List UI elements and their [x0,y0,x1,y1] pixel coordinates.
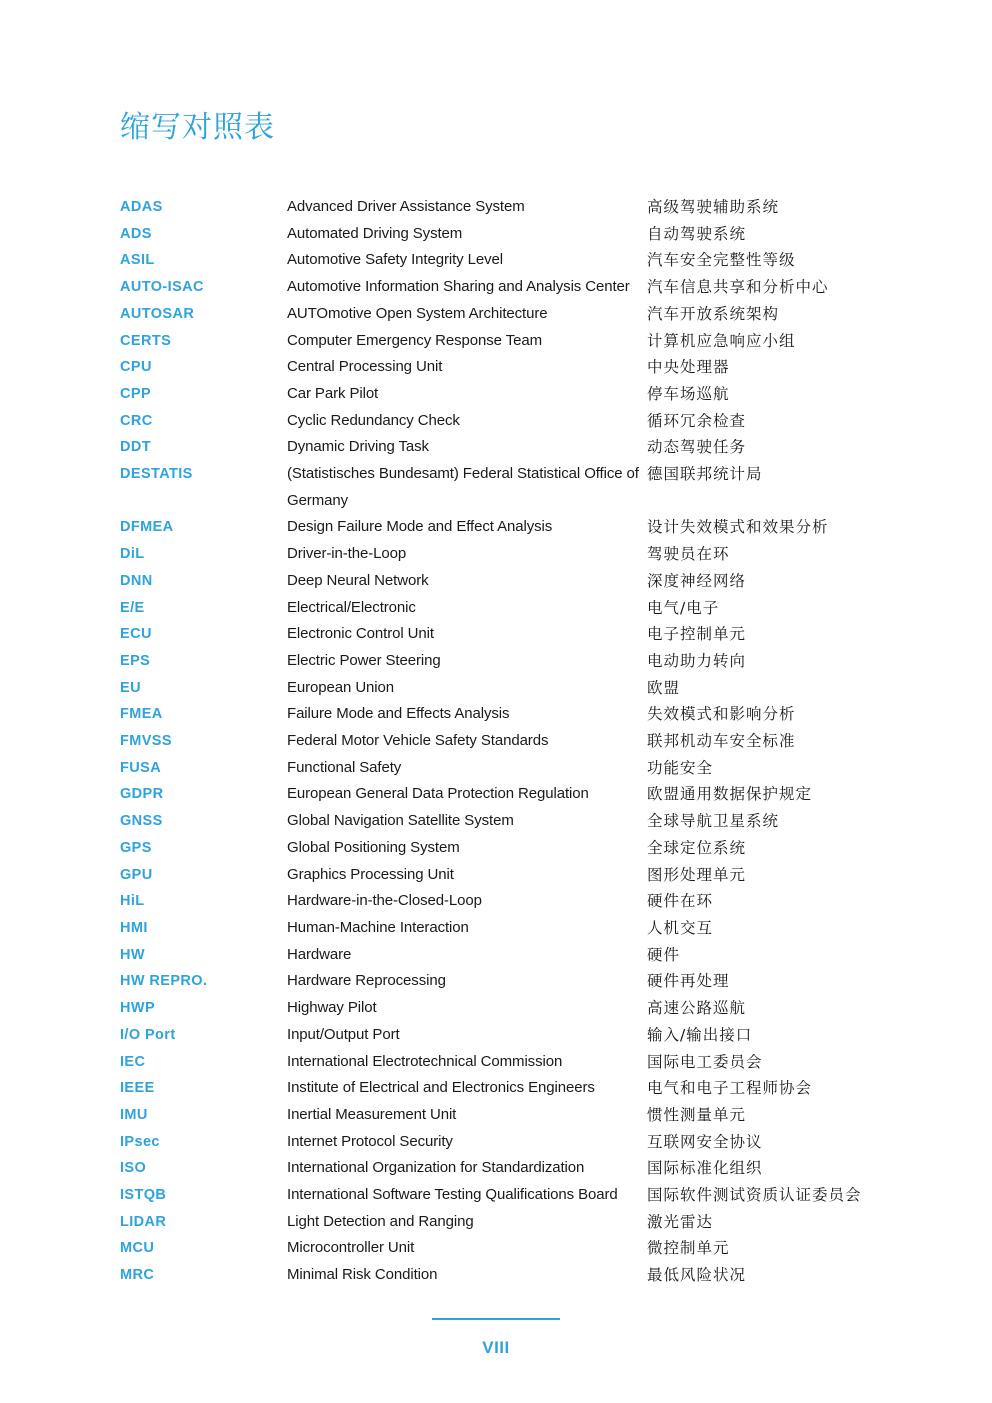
chinese-term: 互联网安全协议 [647,1132,763,1151]
table-row [120,247,880,274]
abbreviation: DNN [120,572,153,589]
english-term: Deep Neural Network [287,571,429,589]
chinese-term: 高速公路巡航 [647,999,747,1018]
table-row [120,1235,880,1262]
abbreviation: ASIL [120,252,155,269]
chinese-term: 微控制单元 [647,1239,730,1258]
english-term: Electrical/Electronic [287,598,416,616]
english-term: Central Processing Unit [287,358,443,376]
english-term: Inertial Measurement Unit [287,1105,457,1123]
table-row [120,995,880,1022]
abbreviation: FUSA [120,759,162,776]
abbreviation: CRC [120,412,153,429]
chinese-term: 人机交互 [647,918,714,937]
table-row [120,862,880,889]
table-row [120,1129,880,1156]
abbreviation: HiL [120,893,145,910]
table-row [120,301,880,328]
chinese-term: 计算机应急响应小组 [647,331,796,350]
chinese-term: 最低风险状况 [647,1266,747,1285]
chinese-term: 动态驾驶任务 [647,438,747,457]
abbreviation: GPU [120,866,153,883]
table-row [120,728,880,755]
chinese-term: 激光雷达 [647,1212,714,1231]
chinese-term: 汽车安全完整性等级 [647,251,796,270]
english-term: Highway Pilot [287,999,377,1017]
english-term: International Organization for Standardization [287,1159,585,1177]
chinese-term: 图形处理单元 [647,865,747,884]
table-row [120,968,880,995]
english-term: Automated Driving System [287,224,463,242]
abbreviation: ISTQB [120,1187,167,1204]
chinese-term: 联邦机动车安全标准 [647,732,796,751]
table-row [120,1075,880,1102]
abbreviation: GNSS [120,813,163,830]
abbreviation: ECU [120,626,152,643]
table-row [120,701,880,728]
table-row [120,835,880,862]
chinese-term: 失效模式和影响分析 [647,705,796,724]
abbreviation: IEEE [120,1080,155,1097]
table-row [120,514,880,541]
english-term: Institute of Electrical and Electronics Engineers [287,1079,595,1097]
chinese-term: 汽车开放系统架构 [647,304,780,323]
abbreviation: HW REPRO. [120,973,208,990]
english-term: Computer Emergency Response Team [287,331,542,349]
english-term: Electric Power Steering [287,651,441,669]
chinese-term: 全球导航卫星系统 [647,812,780,831]
english-term: Driver-in-the-Loop [287,545,407,563]
table-row [120,595,880,622]
chinese-term: 硬件 [647,945,681,964]
abbreviation: DESTATIS [120,466,193,483]
table-row [120,461,880,514]
abbreviation: EU [120,679,141,696]
abbreviation: CERTS [120,332,172,349]
english-term: Internet Protocol Security [287,1132,453,1150]
english-term: Global Positioning System [287,838,460,856]
english-term: Car Park Pilot [287,384,379,402]
english-term: Functional Safety [287,758,402,776]
english-term: AUTOmotive Open System Architecture [287,304,548,322]
chinese-term: 设计失效模式和效果分析 [647,518,829,537]
page-title: 缩写对照表 [120,110,275,145]
english-term: Automotive Safety Integrity Level [287,251,503,269]
english-term: European General Data Protection Regulation [287,785,589,803]
chinese-term: 电气和电子工程师协会 [647,1079,813,1098]
english-term: Electronic Control Unit [287,625,434,643]
abbreviation: FMVSS [120,733,172,750]
english-term: Input/Output Port [287,1025,400,1043]
table-row [120,675,880,702]
table-row [120,274,880,301]
abbreviation: IPsec [120,1133,160,1150]
english-term: Global Navigation Satellite System [287,812,514,830]
abbreviation: DDT [120,439,152,456]
table-row [120,354,880,381]
abbreviation: DFMEA [120,519,174,536]
chinese-term: 硬件在环 [647,892,714,911]
english-term: (Statistisches Bundesamt) Federal Statistical Office of Germany [287,465,639,509]
chinese-term: 功能安全 [647,758,714,777]
abbreviation: CPP [120,385,152,402]
abbreviation: E/E [120,599,145,616]
page-number: VIII [482,1338,510,1357]
table-row [120,621,880,648]
abbreviation: ISO [120,1160,147,1177]
chinese-term: 硬件再处理 [647,972,730,991]
table-row [120,648,880,675]
chinese-term: 国际软件测试资质认证委员会 [647,1186,862,1205]
table-row [120,568,880,595]
abbreviation: GDPR [120,786,164,803]
english-term: Hardware [287,945,352,963]
english-term: International Electrotechnical Commission [287,1052,563,1070]
chinese-term: 高级驾驶辅助系统 [647,198,780,216]
abbreviation: FMEA [120,706,163,723]
chinese-term: 电子控制单元 [647,625,747,644]
abbreviation: IEC [120,1053,146,1070]
english-term: Light Detection and Ranging [287,1212,474,1230]
chinese-term: 中央处理器 [647,358,730,377]
table-row [120,942,880,969]
table-row [120,915,880,942]
abbreviation: HWP [120,1000,156,1017]
chinese-term: 电动助力转向 [647,651,747,670]
chinese-term: 自动驾驶系统 [647,224,747,243]
table-row [120,1049,880,1076]
english-term: Microcontroller Unit [287,1239,415,1257]
abbreviation: GPS [120,839,152,856]
abbreviation: I/O Port [120,1026,176,1043]
english-term: Automotive Information Sharing and Analysis Center [287,278,630,296]
chinese-term: 惯性测量单元 [647,1105,747,1124]
table-row [120,328,880,355]
abbreviation: ADAS [120,199,163,215]
table-row [120,381,880,408]
english-term: Cyclic Redundancy Check [287,411,460,429]
abbreviation: CPU [120,359,152,376]
table-row [120,888,880,915]
chinese-term: 输入/输出接口 [647,1025,753,1044]
abbreviation: HW [120,946,145,963]
chinese-term: 德国联邦统计局 [647,465,763,484]
table-row [120,1262,880,1289]
abbreviation: AUTOSAR [120,305,195,322]
chinese-term: 国际电工委员会 [647,1052,763,1071]
footer-divider [432,1318,560,1320]
english-term: Hardware-in-the-Closed-Loop [287,892,482,910]
english-term: Human-Machine Interaction [287,918,469,936]
english-term: Hardware Reprocessing [287,972,446,990]
table-row [120,1182,880,1209]
chinese-term: 停车场巡航 [647,384,730,403]
table-row [120,221,880,248]
abbreviation: AUTO-ISAC [120,279,204,296]
chinese-term: 深度神经网络 [647,571,747,590]
english-term: Dynamic Driving Task [287,438,429,456]
table-row [120,1155,880,1182]
abbreviation-table [120,194,880,1289]
english-term: European Union [287,678,395,696]
english-term: Minimal Risk Condition [287,1266,438,1284]
english-term: Graphics Processing Unit [287,865,454,883]
abbreviation: IMU [120,1106,148,1123]
table-row [120,781,880,808]
table-row [120,1102,880,1129]
table-row [120,541,880,568]
english-term: Advanced Driver Assistance System [287,198,525,215]
table-row [120,755,880,782]
chinese-term: 欧盟通用数据保护规定 [647,785,813,804]
table-row [120,194,880,221]
chinese-term: 国际标准化组织 [647,1159,763,1178]
english-term: Federal Motor Vehicle Safety Standards [287,732,549,750]
chinese-term: 全球定位系统 [647,838,747,857]
chinese-term: 欧盟 [647,678,681,697]
chinese-term: 驾驶员在环 [647,545,730,564]
english-term: Failure Mode and Effects Analysis [287,705,510,723]
abbreviation: EPS [120,652,151,669]
english-term: Design Failure Mode and Effect Analysis [287,518,553,536]
abbreviation: LIDAR [120,1213,167,1230]
table-row [120,434,880,461]
table-row [120,808,880,835]
chinese-term: 电气/电子 [647,598,720,617]
abbreviation: DiL [120,546,145,563]
abbreviation: MCU [120,1240,155,1257]
chinese-term: 汽车信息共享和分析中心 [647,278,829,297]
table-row [120,1209,880,1236]
english-term: International Software Testing Qualifications Board [287,1186,618,1204]
chinese-term: 循环冗余检查 [647,411,747,430]
table-row [120,1022,880,1049]
table-row [120,408,880,435]
abbreviation: ADS [120,225,152,242]
abbreviation: MRC [120,1267,155,1284]
abbreviation: HMI [120,919,148,936]
